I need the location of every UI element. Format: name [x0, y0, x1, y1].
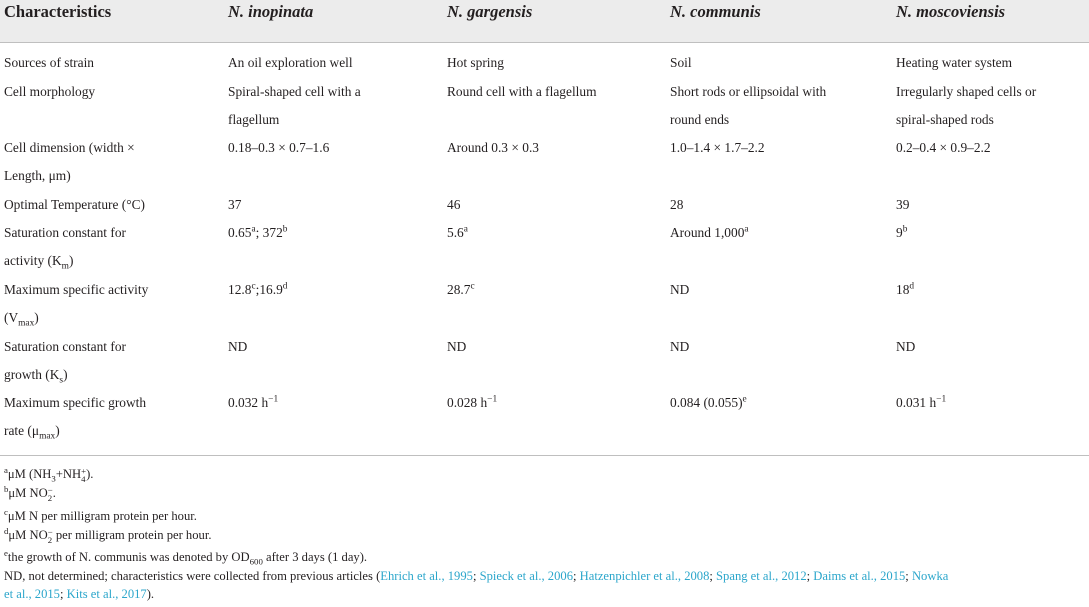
- cell-gargensis-umax: 0.028 $h^{-1}$: [447, 394, 498, 410]
- ref-link[interactable]: Spieck et al., 2006: [479, 569, 573, 583]
- col-header-n-moscoviensis: N. moscoviensis: [896, 2, 1006, 21]
- ref-link[interactable]: Nowka: [911, 569, 949, 583]
- cell-inopinata-km: 0.65$^a$; 372$^b$: [228, 224, 288, 240]
- footnote-b: $^b$μM NO− 2.: [4, 483, 56, 504]
- row-label-morphology: Cell morphology: [4, 84, 96, 99]
- cell-moscoviensis-morphology: Irregularly shaped cells or spiral-shaped rods: [896, 84, 1037, 127]
- row-label-vmax: Maximum specific activity $(V_{max})$: [4, 282, 149, 329]
- cell-communis-ks: ND: [670, 339, 690, 354]
- cell-moscoviensis-temperature: 39: [896, 197, 910, 212]
- table-bottom-rule: [0, 455, 1089, 456]
- cell-gargensis-ks: ND: [447, 339, 467, 354]
- col-header-n-inopinata: N. inopinata: [228, 2, 314, 21]
- row-label-ks: Saturation constant for growth $(K_s)$: [4, 339, 126, 386]
- cell-inopinata-umax: 0.032 $h^{-1}$: [228, 394, 279, 410]
- footnote-a: $^a$μM ($NH_3+NH+$ 4).: [4, 464, 94, 485]
- cell-inopinata-ks: ND: [228, 339, 248, 354]
- footnote-c: $^c$μM N per milligram protein per hour.: [4, 506, 197, 523]
- cell-moscoviensis-vmax: 18$^d$: [896, 281, 915, 297]
- cell-moscoviensis-dimension: 0.2–0.4 × 0.9–2.2: [896, 140, 991, 155]
- cell-gargensis-temperature: 46: [447, 197, 461, 212]
- cell-inopinata-vmax: 12.8$^c$;16.9$^d$: [228, 281, 288, 297]
- row-label-umax: Maximum specific growth rate $(\mu_{max})$: [4, 395, 147, 442]
- cell-gargensis-morphology: Round cell with a flagellum: [447, 84, 597, 99]
- cell-moscoviensis-ks: ND: [896, 339, 916, 354]
- cell-communis-temperature: 28: [670, 197, 684, 212]
- cell-moscoviensis-km: 9$^b$: [896, 224, 908, 240]
- col-header-n-communis: N. communis: [670, 2, 761, 21]
- col-header-characteristics: Characteristics: [4, 2, 112, 21]
- footnote-d: $^d$μM NO− 2 per milligram protein per hour.: [4, 525, 212, 546]
- cell-gargensis-sources: Hot spring: [447, 55, 504, 70]
- cell-moscoviensis-umax: 0.031 $h^{-1}$: [896, 394, 947, 410]
- cell-inopinata-morphology: Spiral-shaped cell with a flagellum: [228, 84, 361, 127]
- cell-inopinata-sources: An oil exploration well: [228, 55, 353, 70]
- ref-link[interactable]: et al., 2015: [4, 587, 60, 601]
- row-label-sources: Sources of strain: [4, 55, 94, 70]
- footnote-nd: ND, not determined; characteristics were collected from previous articles (Ehrich et al., 1995; Spieck et al., 2006; Hatzenpichler et al., 2008; Spang et al., 2012; Daims et al., 2015; Nowka: [4, 569, 949, 583]
- row-label-temperature: Optimal Temperature (°C): [4, 197, 146, 212]
- cell-communis-dimension: 1.0–1.4 × 1.7–2.2: [670, 140, 765, 155]
- cell-communis-vmax: ND: [670, 282, 690, 297]
- cell-communis-km: Around 1,000$^a$: [670, 224, 749, 240]
- ref-link[interactable]: Spang et al., 2012: [716, 569, 807, 583]
- ref-link[interactable]: Hatzenpichler et al., 2008: [579, 569, 710, 583]
- footnote-e: $^e$the growth of N. communis was denoted by $OD_{600}$ after 3 days (1 day).: [4, 547, 368, 567]
- cell-communis-sources: Soil: [670, 55, 692, 70]
- col-header-n-gargensis: N. gargensis: [447, 2, 533, 21]
- row-label-km: Saturation constant for activity $(K_m)$: [4, 225, 126, 272]
- ref-link[interactable]: Daims et al., 2015: [813, 569, 906, 583]
- cell-inopinata-temperature: 37: [228, 197, 242, 212]
- cell-communis-umax: 0.084 $(0.055)^e$: [670, 394, 747, 410]
- footnote-nd-cont: et al., 2015; Kits et al., 2017).: [4, 587, 155, 601]
- cell-inopinata-dimension: 0.18–0.3 × 0.7–1.6: [228, 140, 330, 155]
- cell-gargensis-dimension: Around 0.3 × 0.3: [447, 140, 539, 155]
- header-rule: [0, 42, 1089, 43]
- ref-link[interactable]: Kits et al., 2017: [66, 587, 147, 601]
- cell-gargensis-vmax: 28.7$^c$: [447, 281, 475, 297]
- row-label-dimension: Cell dimension (width × Length, μm): [4, 140, 135, 183]
- cell-moscoviensis-sources: Heating water system: [896, 55, 1013, 70]
- cell-communis-morphology: Short rods or ellipsoidal with round ends: [670, 84, 827, 127]
- ref-link[interactable]: Ehrich et al., 1995: [380, 569, 473, 583]
- cell-gargensis-km: 5.6$^a$: [447, 224, 468, 240]
